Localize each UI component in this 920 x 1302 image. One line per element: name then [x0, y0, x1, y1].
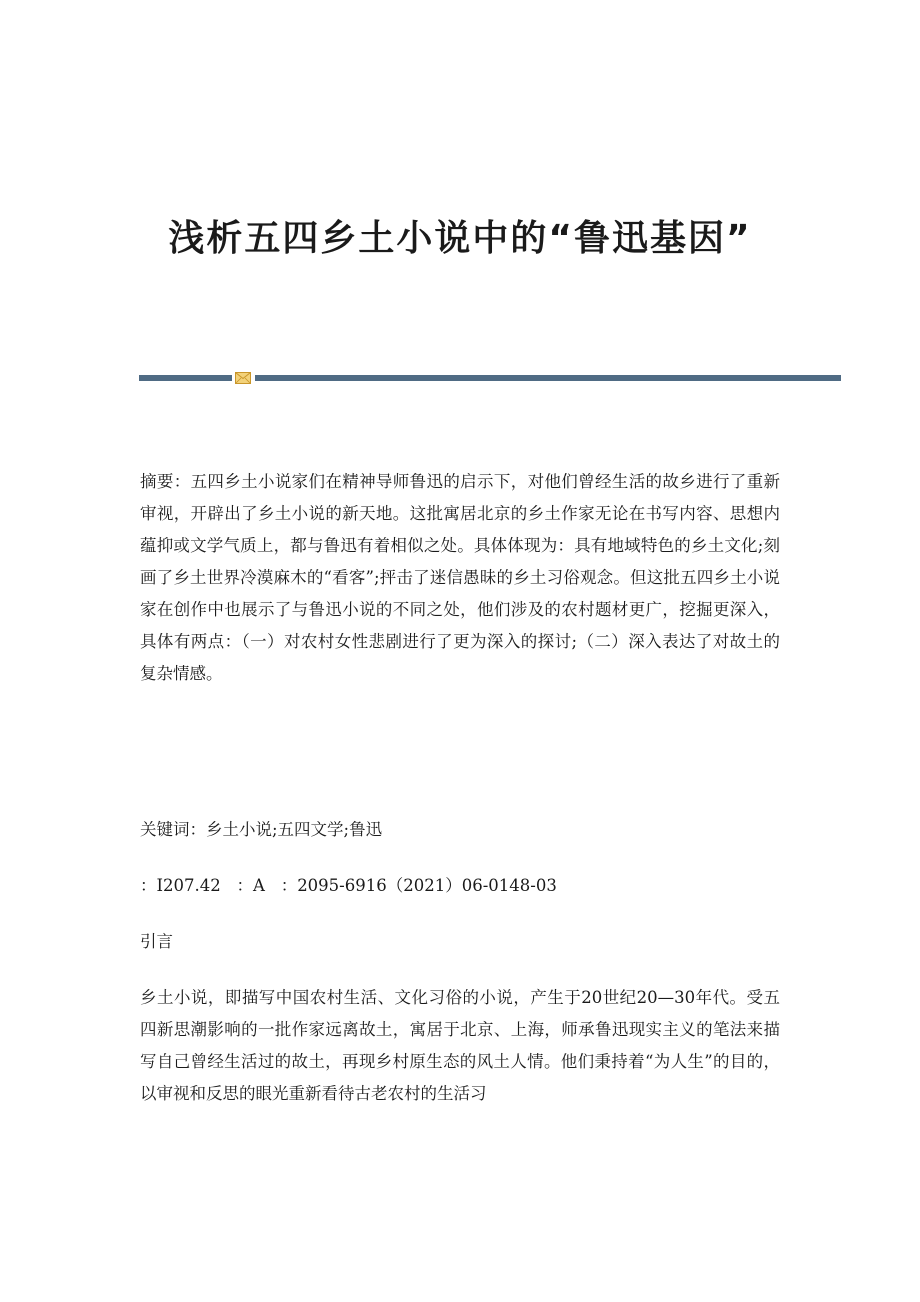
envelope-ornament-icon	[235, 372, 251, 384]
clc-number: ：I207.42	[140, 876, 221, 895]
title-divider	[139, 372, 841, 384]
abstract	[140, 466, 780, 690]
document-code: ：A	[236, 876, 265, 895]
article-id: ：2095-6916（2021）06-0148-03	[280, 876, 557, 895]
intro-paragraph: 乡土小说，即描写中国农村生活、文化习俗的小说，产生于20世纪20—30年代。受五四新思潮影响的一批作家远离故土，寓居于北京、上海，师承鲁迅现实主义的笔法来描写自己曾经生活过的故土，再现乡村原生态的风土人情。他们秉持着“为人生”的目的，以审视和反思的眼光重新看待古老农村的生活习	[140, 988, 780, 1103]
keywords-text: 乡土小说;五四文学;鲁迅	[206, 820, 383, 839]
section-heading-intro: 引言	[140, 932, 173, 951]
classification-line	[140, 870, 780, 902]
abstract-text: 五四乡土小说家们在精神导师鲁迅的启示下，对他们曾经生活的故乡进行了重新审视，开辟出了乡土小说的新天地。这批寓居北京的乡土作家无论在书写内容、思想内蕴抑或文学气质上，都与鲁迅有着相似之处。具体体现为：具有地域特色的乡土文化;刻画了乡土世界冷漠麻木的“看客”;抨击了迷信愚昧的乡土习俗观念。但这批五四乡土小说家在创作中也展示了与鲁迅小说的不同之处，他们涉及的农村题材更广，挖掘更深入，具体有两点：（一）对农村女性悲剧进行了更为深入的探讨;（二）深入表达了对故土的复杂情感。	[140, 472, 781, 683]
divider-bar-right	[255, 375, 841, 381]
keywords	[140, 814, 780, 846]
keywords-label: 关键词：	[140, 820, 206, 839]
paper-title: 浅析五四乡土小说中的“鲁迅基因”	[168, 218, 752, 259]
abstract-label: 摘要：	[140, 472, 191, 491]
divider-bar-left	[139, 375, 232, 381]
